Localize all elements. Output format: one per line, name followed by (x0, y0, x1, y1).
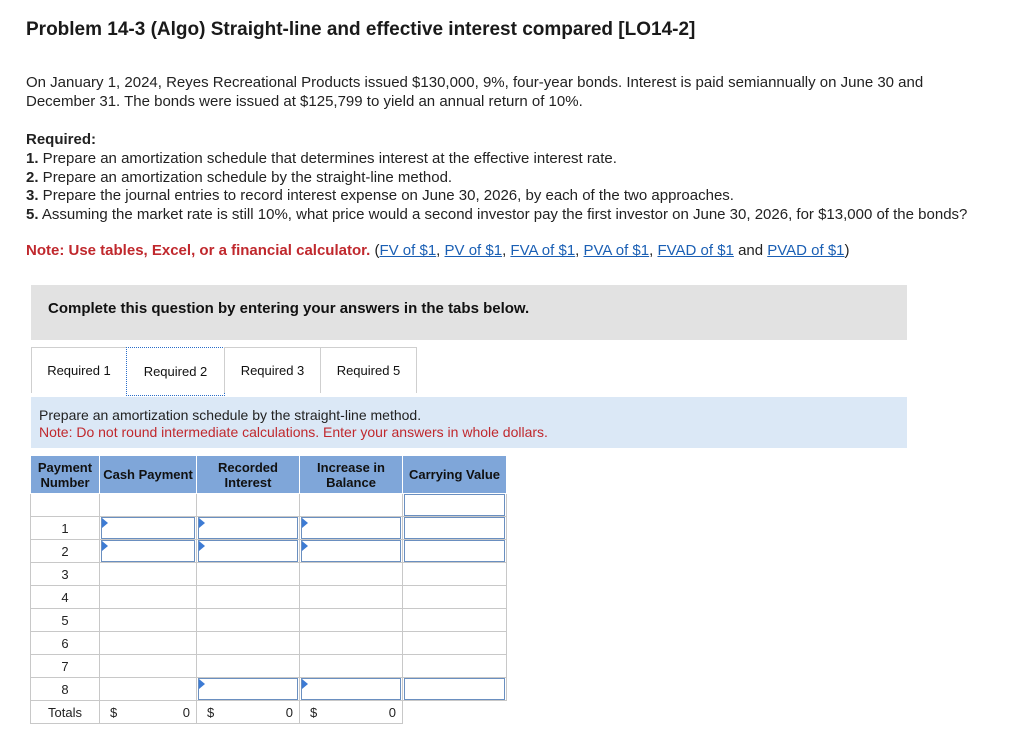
totals-label: Totals (31, 701, 100, 724)
col-cash-payment: Cash Payment (100, 456, 197, 494)
carrying-value-input[interactable] (404, 517, 505, 539)
triangle-icon (199, 518, 205, 528)
table-row: 4 (31, 586, 507, 609)
requirement-item: 2. Prepare an amortization schedule by the straight-line method. (26, 168, 453, 186)
table-row: 6 (31, 632, 507, 655)
table-row: 2 (31, 540, 507, 563)
carrying-value-input[interactable] (404, 540, 505, 562)
required-heading: Required: (26, 131, 97, 148)
table-row: 1 (31, 517, 507, 540)
tab-required-1[interactable]: Required 1 (31, 347, 127, 393)
tab-required-3[interactable]: Required 3 (224, 347, 321, 393)
carrying-value-input[interactable] (404, 678, 505, 700)
total-increase-balance: $ 0 (300, 701, 403, 724)
tab-instructions: Prepare an amortization schedule by the straight-line method. Note: Do not round intermediate calculations. Enter your answers in whole dollars. (31, 397, 907, 448)
table-row-initial (31, 494, 507, 517)
table-row: 7 (31, 655, 507, 678)
recorded-interest-input[interactable] (198, 517, 298, 539)
note-label: Note: Use tables, Excel, or a financial calculator. (26, 242, 371, 259)
instruction-banner: Complete this question by entering your answers in the tabs below. (31, 285, 907, 340)
table-row: 5 (31, 609, 507, 632)
requirements-list (26, 150, 1001, 224)
recorded-interest-input[interactable] (198, 540, 298, 562)
table-row: 8 (31, 678, 507, 701)
recorded-interest-input[interactable] (198, 678, 298, 700)
carrying-value-input[interactable] (404, 494, 505, 516)
link-fv[interactable]: FV of $1 (379, 242, 437, 259)
link-fva[interactable]: FVA of $1 (510, 242, 576, 259)
table-row-totals (31, 701, 507, 724)
col-payment-number: Payment Number (31, 456, 100, 494)
tab-bar (31, 347, 416, 395)
triangle-icon (102, 541, 108, 551)
cash-payment-input[interactable] (101, 540, 195, 562)
requirement-item: 3. Prepare the journal entries to record interest expense on June 30, 2026, by each of the two approaches. (26, 187, 734, 204)
increase-balance-input[interactable] (301, 517, 401, 539)
note-line: Note: Use tables, Excel, or a financial calculator. (FV of $1, PV of $1, FVA of $1, PVA of $1, FVAD of $1 and PVAD of $1) (26, 242, 850, 259)
requirement-item: 1. Prepare an amortization schedule that determines interest at the effective interest rate. (26, 150, 617, 167)
triangle-icon (302, 679, 308, 689)
col-increase-balance: Increase in Balance (300, 456, 403, 494)
total-cash-payment: $ 0 (100, 701, 197, 724)
link-pv[interactable]: PV of $1 (444, 242, 503, 259)
triangle-icon (302, 541, 308, 551)
amortization-table (30, 455, 507, 724)
triangle-icon (199, 679, 205, 689)
table-row: 3 (31, 563, 507, 586)
triangle-icon (302, 518, 308, 528)
requirement-item: 5. Assuming the market rate is still 10%, what price would a second investor pay the first investor on June 30, 2026, for $13,000 of the bonds? (26, 205, 968, 223)
total-recorded-interest: $ 0 (197, 701, 300, 724)
tab-required-5[interactable]: Required 5 (320, 347, 417, 393)
increase-balance-input[interactable] (301, 678, 401, 700)
page-title: Problem 14-3 (Algo) Straight-line and effective interest compared [LO14-2] (26, 19, 696, 40)
cash-payment-input[interactable] (101, 517, 195, 539)
triangle-icon (102, 518, 108, 528)
link-fvad[interactable]: FVAD of $1 (657, 242, 734, 259)
col-carrying-value: Carrying Value (403, 456, 507, 494)
link-pvad[interactable]: PVAD of $1 (767, 242, 845, 259)
tab-required-2[interactable]: Required 2 (126, 347, 225, 396)
col-recorded-interest: Recorded Interest (197, 456, 300, 494)
increase-balance-input[interactable] (301, 540, 401, 562)
triangle-icon (199, 541, 205, 551)
link-pva[interactable]: PVA of $1 (583, 242, 650, 259)
problem-intro: On January 1, 2024, Reyes Recreational Products issued $130,000, 9%, four-year bonds. Interest is paid semiannually on June 30 and December 31. The bonds were issued at $125,799 to yield an annual return of 10%. (26, 74, 924, 110)
